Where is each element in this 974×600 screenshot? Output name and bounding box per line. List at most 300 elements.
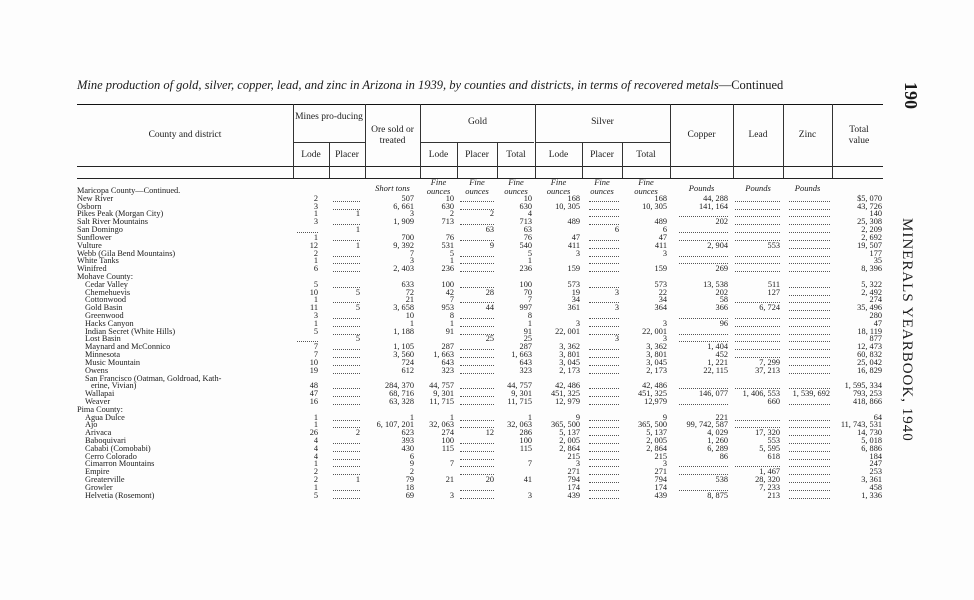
cell-st: 215 bbox=[654, 451, 667, 461]
row-name: Osborn bbox=[77, 202, 102, 211]
row-name: Mohave County: bbox=[77, 272, 133, 281]
empty-cell-dots bbox=[789, 320, 830, 327]
cell-lode: 2 bbox=[313, 193, 318, 203]
cell-lode: 5 bbox=[313, 279, 318, 289]
empty-cell-dots bbox=[589, 414, 619, 421]
unit-pounds: Pounds bbox=[794, 183, 821, 193]
cell-ore: 9 bbox=[409, 459, 414, 469]
cell-sl: 42, 486 bbox=[555, 381, 580, 391]
cell-gl: 44, 757 bbox=[429, 381, 454, 391]
empty-cell-dots bbox=[789, 492, 830, 499]
cell-sl: 573 bbox=[567, 279, 580, 289]
cell-val: 2, 692 bbox=[861, 232, 882, 242]
cell-cu: 2, 904 bbox=[707, 240, 728, 250]
cell-gl: 3 bbox=[449, 490, 454, 500]
cell-ore: 700 bbox=[401, 232, 414, 242]
empty-cell-dots bbox=[333, 437, 360, 444]
row-name: Maricopa County—Continued. bbox=[77, 187, 181, 195]
cell-ore: 10 bbox=[405, 311, 414, 320]
cell-gt: 286 bbox=[519, 428, 532, 438]
table-row bbox=[77, 234, 883, 242]
cell-ore: 72 bbox=[405, 287, 414, 297]
empty-cell-dots bbox=[789, 429, 830, 436]
cell-sl: 3, 362 bbox=[559, 342, 580, 352]
empty-cell-dots bbox=[589, 445, 619, 452]
cell-gl: 9, 301 bbox=[433, 389, 454, 399]
cell-st: 364 bbox=[654, 303, 667, 313]
cell-gt: 997 bbox=[519, 303, 532, 313]
empty-cell-dots bbox=[589, 492, 619, 499]
cell-ore: 1, 105 bbox=[393, 342, 414, 352]
cell-cu: 8, 875 bbox=[707, 490, 728, 500]
cell-st: 34 bbox=[658, 295, 667, 305]
empty-cell-dots bbox=[333, 265, 360, 272]
empty-cell-dots bbox=[589, 351, 619, 358]
empty-cell-dots bbox=[333, 445, 360, 452]
cell-sp: 3 bbox=[614, 303, 619, 313]
table-row bbox=[77, 367, 883, 375]
row-name: Music Mountain bbox=[85, 358, 141, 367]
cell-val: 43, 726 bbox=[857, 201, 882, 211]
cell-st: 3, 045 bbox=[646, 357, 667, 367]
empty-cell-dots bbox=[789, 203, 830, 210]
row-name: Webb (Gila Bend Mountains) bbox=[77, 249, 176, 258]
cell-val: 18, 119 bbox=[857, 326, 882, 336]
empty-cell-dots bbox=[589, 382, 619, 389]
cell-pb: 618 bbox=[767, 451, 780, 461]
empty-cell-dots bbox=[460, 195, 494, 202]
row-name: Sunflower bbox=[77, 233, 112, 242]
cell-pb: 553 bbox=[767, 240, 780, 250]
cell-st: 42, 486 bbox=[642, 381, 667, 391]
cell-st: 22, 001 bbox=[642, 326, 667, 336]
empty-cell-dots bbox=[735, 343, 780, 350]
cell-sl: 47 bbox=[571, 232, 580, 242]
cell-pb: 5, 595 bbox=[759, 443, 780, 453]
empty-cell-dots bbox=[333, 195, 360, 202]
cell-st: 168 bbox=[654, 193, 667, 203]
table-row bbox=[77, 492, 883, 500]
cell-ore: 1 bbox=[409, 318, 414, 328]
cell-st: 174 bbox=[654, 482, 667, 492]
cell-pb: 6, 724 bbox=[759, 303, 780, 313]
empty-cell-dots bbox=[789, 335, 830, 342]
cell-sl: 3 bbox=[575, 248, 580, 258]
empty-cell-dots bbox=[789, 234, 830, 241]
cell-pb: 127 bbox=[767, 287, 780, 297]
cell-val: 25, 308 bbox=[857, 217, 882, 227]
cell-val: 2, 209 bbox=[861, 225, 882, 235]
cell-sp: 3 bbox=[614, 334, 619, 344]
empty-cell-dots bbox=[333, 414, 360, 421]
row-name: Pima County: bbox=[77, 405, 123, 414]
unit-fine-ounces: Fine ounces bbox=[465, 177, 489, 196]
empty-cell-dots bbox=[735, 218, 780, 225]
cell-ore: 284, 370 bbox=[384, 381, 414, 391]
empty-cell-dots bbox=[589, 203, 619, 210]
cell-sl: 10, 305 bbox=[555, 201, 580, 211]
empty-cell-dots bbox=[789, 304, 830, 311]
row-name: Lost Basin bbox=[85, 335, 121, 344]
unit-pounds: Pounds bbox=[688, 183, 715, 193]
cell-zn: 1, 539, 692 bbox=[792, 389, 830, 399]
empty-cell-dots bbox=[589, 367, 619, 374]
row-name: Winifred bbox=[77, 265, 107, 274]
row-name: Arivaca bbox=[85, 429, 112, 438]
cell-cu: 452 bbox=[715, 350, 728, 360]
cell-ore: 3 bbox=[409, 256, 414, 266]
empty-cell-dots bbox=[333, 398, 360, 405]
cell-pl: 1 bbox=[355, 475, 360, 485]
cell-pb: 1, 406, 553 bbox=[742, 389, 780, 399]
header-gold-placer: Placer bbox=[465, 150, 489, 160]
cell-gl: 713 bbox=[441, 217, 454, 227]
table-row bbox=[77, 257, 883, 265]
empty-cell-dots bbox=[589, 195, 619, 202]
cell-gt: 4 bbox=[527, 209, 532, 219]
cell-pb: 553 bbox=[767, 436, 780, 445]
empty-cell-dots bbox=[333, 390, 360, 397]
cell-gt: 10 bbox=[523, 193, 532, 203]
cell-gt: 1 bbox=[527, 256, 532, 266]
cell-pl: 1 bbox=[355, 240, 360, 250]
cell-gt: 76 bbox=[523, 232, 532, 242]
cell-pb: 37, 213 bbox=[755, 365, 780, 375]
table-row bbox=[77, 375, 883, 383]
cell-gt: 5 bbox=[527, 248, 532, 258]
empty-cell-dots bbox=[789, 453, 830, 460]
cell-lode: 16 bbox=[309, 396, 318, 406]
cell-lode: 7 bbox=[313, 350, 318, 360]
row-name: Gold Basin bbox=[85, 304, 123, 313]
empty-cell-dots bbox=[460, 343, 494, 350]
cell-val: 64 bbox=[873, 412, 882, 422]
cell-gl: 21 bbox=[445, 475, 454, 485]
empty-cell-dots bbox=[460, 484, 494, 491]
row-name: Empire bbox=[85, 468, 110, 477]
row-name: Cerro Colorado bbox=[85, 452, 137, 461]
cell-sl: 451, 325 bbox=[550, 389, 580, 399]
cell-gt: 8 bbox=[527, 311, 532, 320]
empty-cell-dots bbox=[333, 359, 360, 366]
empty-cell-dots bbox=[589, 359, 619, 366]
empty-cell-dots bbox=[460, 445, 494, 452]
empty-cell-dots bbox=[789, 195, 830, 202]
cell-gl: 91 bbox=[445, 326, 454, 336]
cell-lode: 10 bbox=[309, 287, 318, 297]
cell-val: 247 bbox=[869, 459, 882, 469]
cell-gl: 10 bbox=[445, 193, 454, 203]
cell-ore: 430 bbox=[401, 443, 414, 453]
unit-fine-ounces: Fine ounces bbox=[426, 177, 451, 196]
cell-sl: 794 bbox=[567, 475, 580, 485]
cell-sl: 361 bbox=[567, 303, 580, 313]
cell-gp: 12 bbox=[485, 428, 494, 438]
header-silver-total: Total bbox=[636, 150, 656, 160]
header-silver-placer: Placer bbox=[590, 150, 614, 160]
empty-cell-dots bbox=[333, 382, 360, 389]
header-gold-lode: Lode bbox=[428, 150, 449, 160]
cell-gt: 9, 301 bbox=[511, 389, 532, 399]
cell-gt: 540 bbox=[519, 240, 532, 250]
cell-gl: 274 bbox=[441, 428, 454, 438]
table-row bbox=[77, 429, 883, 437]
cell-gl: 8 bbox=[449, 311, 454, 320]
cell-st: 2, 864 bbox=[646, 443, 667, 453]
cell-ore: 68, 716 bbox=[389, 389, 414, 399]
empty-cell-dots bbox=[789, 257, 830, 264]
cell-gp: 63 bbox=[485, 225, 494, 235]
cell-val: 1, 595, 334 bbox=[844, 381, 882, 391]
empty-cell-dots bbox=[735, 257, 780, 264]
cell-gl: 2 bbox=[449, 209, 454, 219]
empty-cell-dots bbox=[789, 265, 830, 272]
cell-gl: 953 bbox=[441, 303, 454, 313]
empty-cell-dots bbox=[789, 437, 830, 444]
empty-cell-dots bbox=[735, 203, 780, 210]
cell-lode: 4 bbox=[313, 436, 318, 445]
empty-cell-dots bbox=[789, 210, 830, 217]
cell-pl: 5 bbox=[355, 334, 360, 344]
cell-st: 5, 137 bbox=[646, 428, 667, 438]
cell-lode: 7 bbox=[313, 342, 318, 352]
cell-lode: 1 bbox=[313, 232, 318, 242]
cell-ore: 612 bbox=[401, 365, 414, 375]
unit-fine-ounces: Fine ounces bbox=[504, 177, 528, 196]
empty-cell-dots bbox=[789, 468, 830, 475]
cell-gt: 25 bbox=[523, 334, 532, 344]
cell-gt: 3 bbox=[527, 490, 532, 500]
cell-lode: 1 bbox=[313, 482, 318, 492]
cell-val: 140 bbox=[869, 209, 882, 219]
cell-gt: 70 bbox=[523, 287, 532, 297]
cell-cu: 58 bbox=[719, 295, 728, 305]
cell-val: 47 bbox=[873, 318, 882, 328]
empty-cell-dots bbox=[789, 367, 830, 374]
unit-short-tons: Short tons bbox=[375, 183, 410, 193]
cell-val: 35, 496 bbox=[857, 303, 882, 313]
empty-cell-dots bbox=[297, 226, 318, 233]
empty-cell-dots bbox=[589, 398, 619, 405]
empty-cell-dots bbox=[333, 460, 360, 467]
cell-lode: 1 bbox=[313, 318, 318, 328]
cell-pb: 1, 467 bbox=[759, 467, 780, 477]
empty-cell-dots bbox=[333, 453, 360, 460]
running-head: MINERALS YEARBOOK, 1940 bbox=[899, 218, 915, 442]
cell-gl: 11, 715 bbox=[429, 396, 454, 406]
cell-gl: 531 bbox=[441, 240, 454, 250]
cell-gp: 9 bbox=[489, 240, 494, 250]
cell-cu: 202 bbox=[715, 287, 728, 297]
empty-cell-dots bbox=[460, 351, 494, 358]
empty-cell-dots bbox=[460, 382, 494, 389]
empty-cell-dots bbox=[589, 484, 619, 491]
table-row bbox=[77, 414, 883, 422]
table-row bbox=[77, 445, 883, 453]
cell-ore: 7 bbox=[409, 248, 414, 258]
table-row bbox=[77, 328, 883, 336]
cell-val: 184 bbox=[869, 451, 882, 461]
cell-pb: 7, 299 bbox=[759, 357, 780, 367]
empty-cell-dots bbox=[460, 359, 494, 366]
page-number: 190 bbox=[901, 82, 921, 109]
empty-cell-dots bbox=[460, 312, 494, 319]
cell-sp: 6 bbox=[614, 225, 619, 235]
row-name: Greaterville bbox=[85, 476, 125, 485]
table-row bbox=[77, 289, 883, 297]
cell-val: 11, 743, 531 bbox=[840, 420, 882, 430]
empty-cell-dots bbox=[460, 414, 494, 421]
empty-cell-dots bbox=[589, 390, 619, 397]
cell-lode: 3 bbox=[313, 311, 318, 320]
empty-cell-dots bbox=[589, 343, 619, 350]
empty-cell-dots bbox=[789, 359, 830, 366]
unit-fine-ounces: Fine ounces bbox=[634, 177, 658, 196]
cell-pl: 5 bbox=[355, 287, 360, 297]
cell-lode: 2 bbox=[313, 475, 318, 485]
cell-sl: 3 bbox=[575, 318, 580, 328]
empty-cell-dots bbox=[333, 492, 360, 499]
cell-lode: 4 bbox=[313, 451, 318, 461]
table-row bbox=[77, 187, 883, 195]
empty-cell-dots bbox=[460, 437, 494, 444]
cell-ore: 1, 909 bbox=[393, 217, 414, 227]
table-caption: Mine production of gold, silver, copper, lead, and zinc in Arizona in 1939, by counties and districts, in terms of recovered metals—Continued bbox=[77, 78, 784, 92]
cell-gl: 7 bbox=[449, 295, 454, 305]
cell-sl: 439 bbox=[567, 490, 580, 500]
cell-gl: 236 bbox=[441, 264, 454, 274]
empty-cell-dots bbox=[789, 250, 830, 257]
empty-cell-dots bbox=[679, 398, 728, 405]
cell-gt: 100 bbox=[519, 436, 532, 445]
cell-sl: 2, 173 bbox=[559, 365, 580, 375]
empty-cell-dots bbox=[679, 484, 728, 491]
empty-cell-dots bbox=[333, 351, 360, 358]
empty-cell-dots bbox=[735, 335, 780, 342]
empty-cell-dots bbox=[789, 281, 830, 288]
top-rule bbox=[77, 104, 883, 105]
cell-gl: 630 bbox=[441, 201, 454, 211]
cell-lode: 4 bbox=[313, 443, 318, 453]
header-ore: Ore sold or treated bbox=[371, 125, 414, 146]
cell-gt: 11, 715 bbox=[507, 396, 532, 406]
cell-lode: 47 bbox=[309, 389, 318, 399]
table-row bbox=[77, 226, 883, 234]
cell-cu: 86 bbox=[719, 451, 728, 461]
cell-gp: 28 bbox=[485, 287, 494, 297]
empty-cell-dots bbox=[333, 257, 360, 264]
table-row bbox=[77, 265, 883, 273]
cell-ore: 2, 403 bbox=[393, 264, 414, 274]
empty-cell-dots bbox=[460, 453, 494, 460]
row-name: Agua Dulce bbox=[85, 413, 125, 422]
cell-pb: 7, 233 bbox=[759, 482, 780, 492]
cell-sl: 174 bbox=[567, 482, 580, 492]
header-mines-placer: Placer bbox=[335, 150, 359, 160]
cell-cu: 221 bbox=[715, 412, 728, 422]
empty-cell-dots bbox=[589, 460, 619, 467]
empty-cell-dots bbox=[789, 484, 830, 491]
cell-sl: 12, 979 bbox=[555, 396, 580, 406]
empty-cell-dots bbox=[735, 320, 780, 327]
empty-cell-dots bbox=[735, 195, 780, 202]
cell-val: 280 bbox=[869, 311, 882, 320]
cell-st: 10, 305 bbox=[642, 201, 667, 211]
cell-pb: 28, 320 bbox=[755, 475, 780, 485]
cell-val: 458 bbox=[869, 482, 882, 492]
empty-cell-dots bbox=[735, 414, 780, 421]
empty-cell-dots bbox=[789, 242, 830, 249]
cell-st: 3, 362 bbox=[646, 342, 667, 352]
cell-gt: 63 bbox=[523, 225, 532, 235]
table-body bbox=[77, 187, 883, 500]
cell-ore: 633 bbox=[401, 279, 414, 289]
cell-val: 177 bbox=[869, 248, 882, 258]
row-name: Maynard and McConnico bbox=[85, 343, 171, 352]
empty-cell-dots bbox=[789, 218, 830, 225]
cell-ore: 1, 188 bbox=[393, 326, 414, 336]
table-row bbox=[77, 484, 883, 492]
empty-cell-dots bbox=[589, 468, 619, 475]
cell-lode: 26 bbox=[309, 428, 318, 438]
cell-st: 365, 500 bbox=[637, 420, 667, 430]
cell-gt: 7 bbox=[527, 459, 532, 469]
cell-sl: 365, 500 bbox=[550, 420, 580, 430]
cell-cu: 22, 115 bbox=[703, 365, 728, 375]
cell-ore: 69 bbox=[405, 490, 414, 500]
cell-pl: 5 bbox=[355, 303, 360, 313]
cell-cu: 366 bbox=[715, 303, 728, 313]
empty-cell-dots bbox=[679, 328, 728, 335]
cell-sl: 5, 137 bbox=[559, 428, 580, 438]
table-row bbox=[77, 281, 883, 289]
empty-cell-dots bbox=[333, 367, 360, 374]
empty-cell-dots bbox=[789, 343, 830, 350]
cell-cu: 146, 077 bbox=[698, 389, 728, 399]
table-row bbox=[77, 218, 883, 226]
cell-st: 3, 801 bbox=[646, 350, 667, 360]
empty-cell-dots bbox=[589, 265, 619, 272]
row-name: Vulture bbox=[77, 241, 102, 250]
header-silver: Silver bbox=[591, 117, 614, 127]
cell-lode: 19 bbox=[309, 365, 318, 375]
row-name: New River bbox=[77, 194, 114, 203]
empty-cell-dots bbox=[789, 351, 830, 358]
cell-st: 2, 173 bbox=[646, 365, 667, 375]
cell-cu: 202 bbox=[715, 217, 728, 227]
empty-cell-dots bbox=[589, 421, 619, 428]
empty-cell-dots bbox=[460, 492, 494, 499]
empty-cell-dots bbox=[735, 351, 780, 358]
empty-cell-dots bbox=[333, 234, 360, 241]
empty-cell-dots bbox=[589, 250, 619, 257]
cell-gt: 32, 063 bbox=[507, 420, 532, 430]
empty-cell-dots bbox=[735, 265, 780, 272]
empty-cell-dots bbox=[679, 226, 728, 233]
cell-ore: 393 bbox=[401, 436, 414, 445]
cell-ore: 63, 328 bbox=[389, 396, 414, 406]
cell-gp: 44 bbox=[485, 303, 494, 313]
table-row bbox=[77, 453, 883, 461]
cell-val: 6, 886 bbox=[861, 443, 882, 453]
row-name: Weaver bbox=[85, 397, 111, 406]
header-zinc: Zinc bbox=[798, 130, 817, 140]
cell-st: 3 bbox=[662, 248, 667, 258]
cell-cu: 1, 404 bbox=[707, 342, 728, 352]
cell-lode: 1 bbox=[313, 209, 318, 219]
cell-ore: 507 bbox=[401, 193, 414, 203]
empty-cell-dots bbox=[460, 398, 494, 405]
